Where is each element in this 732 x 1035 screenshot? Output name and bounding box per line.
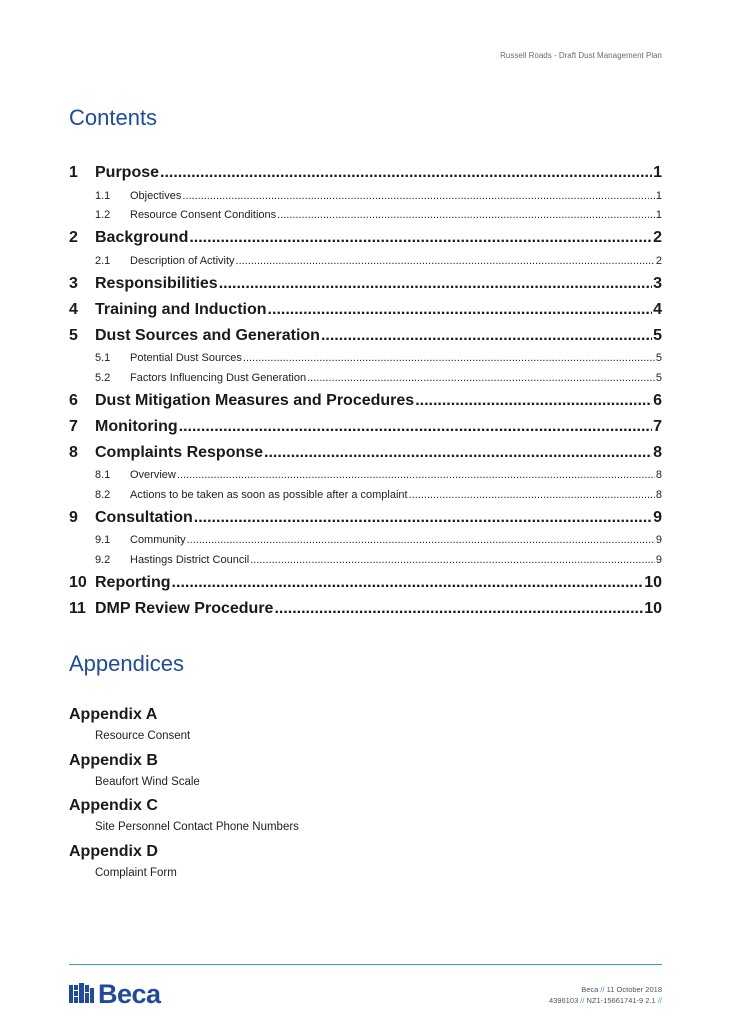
toc-entry-number: 5.1 <box>95 352 111 365</box>
toc-entry[interactable] <box>69 349 662 369</box>
toc-entry-page: 4 <box>653 300 662 318</box>
toc-leader-dots <box>187 534 655 546</box>
toc-leader-dots <box>179 418 652 436</box>
toc-leader-dots <box>172 574 644 592</box>
toc-entry[interactable] <box>69 596 662 622</box>
appendices-list <box>69 704 662 886</box>
toc-leader-dots <box>177 469 655 481</box>
toc-leader-dots <box>307 372 655 384</box>
toc-entry[interactable] <box>69 251 662 271</box>
toc-entry-number: 8 <box>69 443 78 461</box>
toc-entry-number: 2.1 <box>95 254 111 267</box>
toc-entry-page: 8 <box>653 443 662 461</box>
contents-heading: Contents <box>69 105 158 130</box>
table-of-contents <box>69 160 662 622</box>
toc-entry-page: 10 <box>644 573 662 591</box>
toc-entry-page: 3 <box>653 274 662 292</box>
footer-separator: // <box>657 996 662 1005</box>
toc-entry-number: 1.1 <box>95 189 111 202</box>
footer-meta <box>549 984 662 1006</box>
toc-entry-number: 4 <box>69 300 78 318</box>
toc-entry[interactable] <box>69 550 662 570</box>
toc-entry[interactable] <box>69 323 662 349</box>
toc-leader-dots <box>250 554 655 566</box>
footer-divider <box>69 964 662 965</box>
toc-entry[interactable] <box>69 414 662 440</box>
toc-entry-title: Purpose <box>95 164 160 181</box>
toc-entry[interactable] <box>69 297 662 323</box>
toc-entry-number: 3 <box>69 274 78 292</box>
toc-entry-number: 11 <box>69 599 86 617</box>
toc-entry[interactable] <box>69 388 662 414</box>
appendix-title: Appendix D <box>69 842 158 860</box>
footer-project-no: 4396103 <box>548 996 579 1005</box>
toc-entry-number: 9.1 <box>95 534 111 547</box>
toc-entry-page: 9 <box>655 553 662 566</box>
toc-entry-number: 2 <box>69 229 78 246</box>
toc-entry-page: 1 <box>655 189 662 202</box>
toc-entry[interactable] <box>69 186 662 206</box>
toc-entry-number: 5 <box>69 326 78 344</box>
toc-entry[interactable] <box>69 160 662 186</box>
toc-entry-page: 9 <box>655 534 662 547</box>
toc-leader-dots <box>321 327 652 345</box>
toc-leader-dots <box>264 444 652 462</box>
footer-separator: // <box>580 996 585 1005</box>
toc-leader-dots <box>194 509 652 527</box>
toc-entry-page: 6 <box>653 391 662 409</box>
footer-date: 11 October 2018 <box>606 985 662 994</box>
toc-entry-page: 1 <box>653 164 662 181</box>
toc-entry-title: Objectives <box>130 189 182 202</box>
toc-entry[interactable] <box>69 271 662 297</box>
toc-entry-page: 7 <box>653 417 662 435</box>
toc-entry-number: 8.1 <box>95 469 111 482</box>
appendix-item[interactable] <box>69 750 662 796</box>
toc-entry-title: Potential Dust Sources <box>130 352 242 365</box>
toc-leader-dots <box>277 209 655 221</box>
toc-entry-title: Hastings District Council <box>130 553 250 566</box>
appendix-item[interactable] <box>69 795 662 841</box>
beca-logo-icon <box>69 983 95 1005</box>
toc-entry-page: 5 <box>653 326 662 344</box>
toc-entry-page: 8 <box>655 469 662 482</box>
toc-leader-dots <box>236 255 655 267</box>
toc-entry-title: Community <box>130 534 186 547</box>
footer-company: Beca <box>581 985 599 994</box>
toc-entry-page: 2 <box>653 229 662 246</box>
toc-entry-number: 10 <box>69 573 87 591</box>
toc-entry[interactable] <box>69 485 662 505</box>
appendix-title: Appendix C <box>69 797 158 814</box>
toc-entry[interactable] <box>69 570 662 596</box>
toc-entry-number: 6 <box>69 391 78 409</box>
toc-entry-page: 8 <box>655 488 662 501</box>
toc-entry-title: Overview <box>130 469 176 482</box>
toc-entry[interactable] <box>69 368 662 388</box>
toc-leader-dots <box>268 301 653 319</box>
toc-entry-title: Resource Consent Conditions <box>130 209 277 222</box>
toc-entry-number: 8.2 <box>95 488 111 501</box>
toc-entry[interactable] <box>69 466 662 486</box>
toc-entry-title: Factors Influencing Dust Generation <box>130 371 307 384</box>
appendix-item[interactable] <box>69 841 662 887</box>
beca-logo <box>69 980 161 1008</box>
appendix-description: Beaufort Wind Scale <box>95 775 200 788</box>
toc-entry-page: 10 <box>644 599 662 617</box>
toc-entry-number: 9.2 <box>95 553 111 566</box>
appendix-title: Appendix B <box>69 751 158 769</box>
appendix-description: Complaint Form <box>95 866 177 879</box>
toc-entry-title: Background <box>95 229 189 246</box>
appendix-title: Appendix A <box>69 706 158 723</box>
toc-entry-title: Consultation <box>95 508 193 526</box>
toc-entry-page: 1 <box>655 209 662 222</box>
toc-entry-page: 5 <box>655 352 662 365</box>
running-header: Russell Roads - Draft Dust Management Plan <box>500 51 662 60</box>
toc-entry-number: 1 <box>69 164 78 181</box>
toc-entry-number: 9 <box>69 508 78 526</box>
logo-wordmark: Beca <box>98 978 161 1009</box>
toc-leader-dots <box>182 190 655 202</box>
toc-entry-title: Responsibilities <box>95 274 218 292</box>
toc-entry-title: Training and Induction <box>95 300 267 318</box>
toc-entry-number: 5.2 <box>95 371 111 384</box>
toc-entry-page: 2 <box>655 254 662 267</box>
toc-leader-dots <box>160 164 652 182</box>
footer-doc-ref: NZ1-15661741-9 2.1 <box>586 996 656 1005</box>
toc-entry-title: Monitoring <box>95 417 178 435</box>
toc-leader-dots <box>219 275 652 293</box>
toc-leader-dots <box>189 229 652 247</box>
toc-entry-title: DMP Review Procedure <box>95 599 274 617</box>
toc-entry-title: Complaints Response <box>95 443 264 461</box>
toc-entry-title: Reporting <box>95 573 171 591</box>
toc-leader-dots <box>409 489 655 501</box>
toc-entry-page: 9 <box>653 508 662 526</box>
toc-entry[interactable] <box>69 531 662 551</box>
toc-entry[interactable] <box>69 505 662 531</box>
appendix-description: Site Personnel Contact Phone Numbers <box>95 821 299 833</box>
toc-leader-dots <box>274 600 643 618</box>
toc-entry-title: Description of Activity <box>130 254 235 267</box>
toc-leader-dots <box>243 352 655 364</box>
toc-entry-title: Dust Sources and Generation <box>95 326 320 344</box>
toc-entry-title: Dust Mitigation Measures and Procedures <box>95 391 415 409</box>
appendices-heading: Appendices <box>69 651 184 676</box>
toc-entry[interactable] <box>69 206 662 226</box>
footer-separator: // <box>600 985 605 994</box>
appendix-item[interactable] <box>69 704 662 750</box>
toc-entry-page: 5 <box>655 371 662 384</box>
toc-leader-dots <box>415 392 652 410</box>
appendix-description: Resource Consent <box>95 730 191 742</box>
toc-entry[interactable] <box>69 440 662 466</box>
toc-entry-number: 1.2 <box>95 209 111 222</box>
toc-entry-title: Actions to be taken as soon as possible after a complaint <box>130 488 408 501</box>
toc-entry[interactable] <box>69 225 662 251</box>
toc-entry-number: 7 <box>69 417 78 435</box>
